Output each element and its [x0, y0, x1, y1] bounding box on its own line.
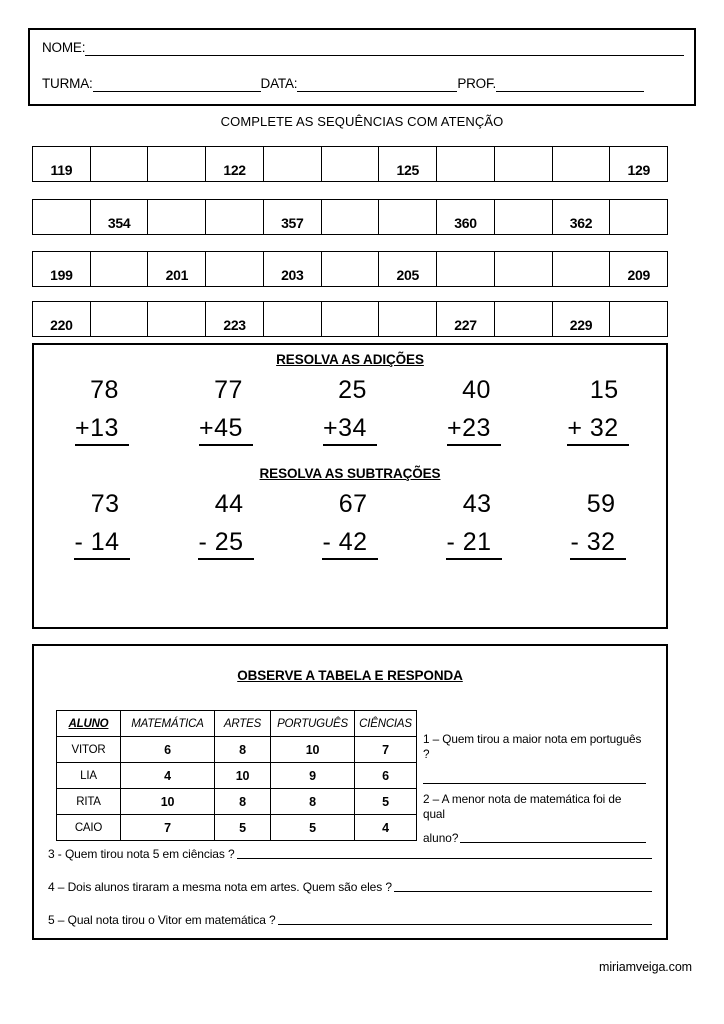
subtraction-problem[interactable]	[288, 489, 412, 560]
nome-write-line[interactable]	[85, 42, 684, 56]
prof-label: PROF.	[457, 76, 497, 91]
question-5-text: 5 – Qual nota tirou o Vitor em matemática ?	[48, 913, 276, 927]
sequence-cell[interactable]	[322, 252, 380, 287]
footer-credit: miriamveiga.com	[599, 960, 692, 974]
sequence-cell[interactable]	[495, 302, 553, 337]
sequence-cell[interactable]	[437, 252, 495, 287]
prof-write-line[interactable]	[496, 78, 644, 92]
addition-problem[interactable]	[40, 375, 164, 446]
minuend: 43	[462, 490, 492, 518]
sequence-cell[interactable]	[553, 147, 611, 182]
sequence-cell[interactable]: 122	[206, 147, 264, 182]
grade-ciencias: 5	[355, 789, 417, 815]
turma-data-prof-row	[42, 76, 684, 92]
question-4-text: 4 – Dois alunos tiraram a mesma nota em artes. Quem são eles ?	[48, 880, 392, 894]
addend-top: 15	[589, 376, 619, 404]
sequence-cell[interactable]	[148, 200, 206, 235]
column-header-ciencias: CIÊNCIAS	[355, 711, 417, 737]
question-4-answer-line[interactable]	[394, 879, 652, 892]
sequence-cell[interactable]: 125	[379, 147, 437, 182]
sequence-cell[interactable]	[379, 200, 437, 235]
subtrahend: - 42	[322, 527, 377, 560]
sequence-cell[interactable]	[437, 147, 495, 182]
minuend: 73	[90, 490, 120, 518]
question-3-text: 3 - Quem tirou nota 5 em ciências ?	[48, 847, 235, 861]
grade-matematica: 7	[121, 815, 215, 841]
grade-matematica: 4	[121, 763, 215, 789]
data-write-line[interactable]	[297, 78, 457, 92]
sequence-cell[interactable]	[91, 147, 149, 182]
grade-portugues: 5	[271, 815, 355, 841]
addend-bottom: +34	[323, 413, 377, 446]
additions-row	[34, 375, 666, 446]
column-header-artes: ARTES	[215, 711, 271, 737]
addition-problem[interactable]	[412, 375, 536, 446]
addition-problem[interactable]	[536, 375, 660, 446]
sequence-cell[interactable]	[553, 252, 611, 287]
sequence-cell[interactable]: 199	[33, 252, 91, 287]
question-3-answer-line[interactable]	[237, 846, 652, 859]
grade-ciencias: 6	[355, 763, 417, 789]
turma-write-line[interactable]	[93, 78, 261, 92]
addition-problem[interactable]	[288, 375, 412, 446]
sequence-cell[interactable]	[91, 302, 149, 337]
grade-matematica: 10	[121, 789, 215, 815]
column-header-portugues: PORTUGUÊS	[271, 711, 355, 737]
sequence-cell[interactable]	[322, 302, 380, 337]
sequence-cell[interactable]	[610, 302, 668, 337]
question-4-row	[48, 879, 652, 894]
sequence-cell[interactable]: 119	[33, 147, 91, 182]
grade-portugues: 8	[271, 789, 355, 815]
sequence-cell[interactable]	[33, 200, 91, 235]
sequence-row-4	[32, 301, 668, 337]
table-row	[57, 789, 417, 815]
subtraction-problem[interactable]	[536, 489, 660, 560]
subtrahend: - 32	[570, 527, 625, 560]
table-and-side-questions	[56, 710, 646, 845]
table-questions-section	[32, 644, 668, 940]
sequences-title: COMPLETE AS SEQUÊNCIAS COM ATENÇÃO	[220, 114, 504, 129]
question-2-text-line1: 2 – A menor nota de matemática foi de qual	[423, 792, 622, 821]
table-row	[57, 737, 417, 763]
question-5-answer-line[interactable]	[278, 912, 652, 925]
addend-top: 40	[462, 376, 491, 404]
sequence-cell[interactable]: 229	[553, 302, 611, 337]
sequence-cell[interactable]	[495, 252, 553, 287]
addend-top: 78	[90, 376, 119, 404]
minuend: 59	[586, 490, 616, 518]
sequence-cell[interactable]: 357	[264, 200, 322, 235]
sequence-row-1	[32, 146, 668, 182]
grade-artes: 10	[215, 763, 271, 789]
table-header-row	[57, 711, 417, 737]
grade-artes: 8	[215, 789, 271, 815]
sequence-cell[interactable]: 362	[553, 200, 611, 235]
column-header-matematica: MATEMÁTICA	[121, 711, 215, 737]
table-row	[57, 763, 417, 789]
turma-label: TURMA:	[42, 76, 93, 91]
sequence-row-2	[32, 199, 668, 235]
sequence-cell[interactable]	[495, 147, 553, 182]
sequence-cell[interactable]	[148, 302, 206, 337]
grade-matematica: 6	[121, 737, 215, 763]
grade-portugues: 9	[271, 763, 355, 789]
bottom-questions	[48, 846, 652, 945]
sequence-cell[interactable]: 223	[206, 302, 264, 337]
sequence-cell[interactable]	[206, 252, 264, 287]
sequence-cell[interactable]: 227	[437, 302, 495, 337]
sequence-cell[interactable]: 203	[264, 252, 322, 287]
sequence-cell[interactable]	[148, 147, 206, 182]
student-name: VITOR	[57, 737, 121, 763]
addend-top: 25	[338, 376, 367, 404]
student-name: LIA	[57, 763, 121, 789]
nome-label: NOME:	[42, 40, 86, 55]
addend-bottom: +23	[447, 413, 501, 446]
table-section-title: OBSERVE A TABELA E RESPONDA	[237, 668, 463, 683]
sequence-cell[interactable]: 129	[610, 147, 668, 182]
table-row	[57, 815, 417, 841]
addend-bottom: +13	[75, 413, 129, 446]
question-2-answer-line[interactable]	[460, 830, 646, 843]
addition-problem[interactable]	[164, 375, 288, 446]
sequence-cell[interactable]	[206, 200, 264, 235]
sequence-cell[interactable]	[91, 252, 149, 287]
subtraction-problem[interactable]	[40, 489, 164, 560]
question-3-row	[48, 846, 652, 861]
sequence-cell[interactable]: 220	[33, 302, 91, 337]
sequence-cell[interactable]: 354	[91, 200, 149, 235]
minuend: 44	[214, 490, 244, 518]
side-questions	[417, 710, 646, 845]
sequence-cell[interactable]	[264, 302, 322, 337]
sequence-cell[interactable]	[495, 200, 553, 235]
column-header-aluno: ALUNO	[57, 711, 121, 737]
sequence-row-3	[32, 251, 668, 287]
question-2-line2-row	[423, 830, 646, 845]
question-1-answer-line[interactable]	[423, 769, 646, 784]
student-identification-box	[28, 28, 696, 106]
additions-title: RESOLVA AS ADIÇÕES	[276, 352, 424, 367]
grade-artes: 8	[215, 737, 271, 763]
subtrahend: - 14	[74, 527, 129, 560]
subtractions-row	[34, 489, 666, 560]
nome-field-row	[42, 40, 684, 56]
subtraction-problem[interactable]	[412, 489, 536, 560]
arithmetic-section	[32, 343, 668, 629]
addend-top: 77	[214, 376, 243, 404]
question-1-text: 1 – Quem tirou a maior nota em português ?	[423, 732, 642, 761]
sequence-cell[interactable]: 360	[437, 200, 495, 235]
sequence-cell[interactable]	[610, 200, 668, 235]
student-name: CAIO	[57, 815, 121, 841]
data-label: DATA:	[260, 76, 298, 91]
sequence-cell[interactable]	[322, 147, 380, 182]
grades-table	[56, 710, 417, 841]
sequence-cell[interactable]: 209	[610, 252, 668, 287]
grade-ciencias: 7	[355, 737, 417, 763]
sequence-cell[interactable]	[264, 147, 322, 182]
subtractions-title: RESOLVA AS SUBTRAÇÕES	[259, 466, 441, 481]
subtrahend: - 21	[446, 527, 501, 560]
sequence-cell[interactable]: 205	[379, 252, 437, 287]
subtraction-problem[interactable]	[164, 489, 288, 560]
grade-ciencias: 4	[355, 815, 417, 841]
subtrahend: - 25	[198, 527, 253, 560]
addend-bottom: + 32	[567, 413, 628, 446]
addend-bottom: +45	[199, 413, 253, 446]
grade-artes: 5	[215, 815, 271, 841]
sequence-cell[interactable]	[379, 302, 437, 337]
sequence-cell[interactable]	[322, 200, 380, 235]
minuend: 67	[338, 490, 368, 518]
question-5-row	[48, 912, 652, 927]
grade-portugues: 10	[271, 737, 355, 763]
student-name: RITA	[57, 789, 121, 815]
sequence-cell[interactable]: 201	[148, 252, 206, 287]
question-2-text-line2: aluno?	[423, 831, 459, 845]
